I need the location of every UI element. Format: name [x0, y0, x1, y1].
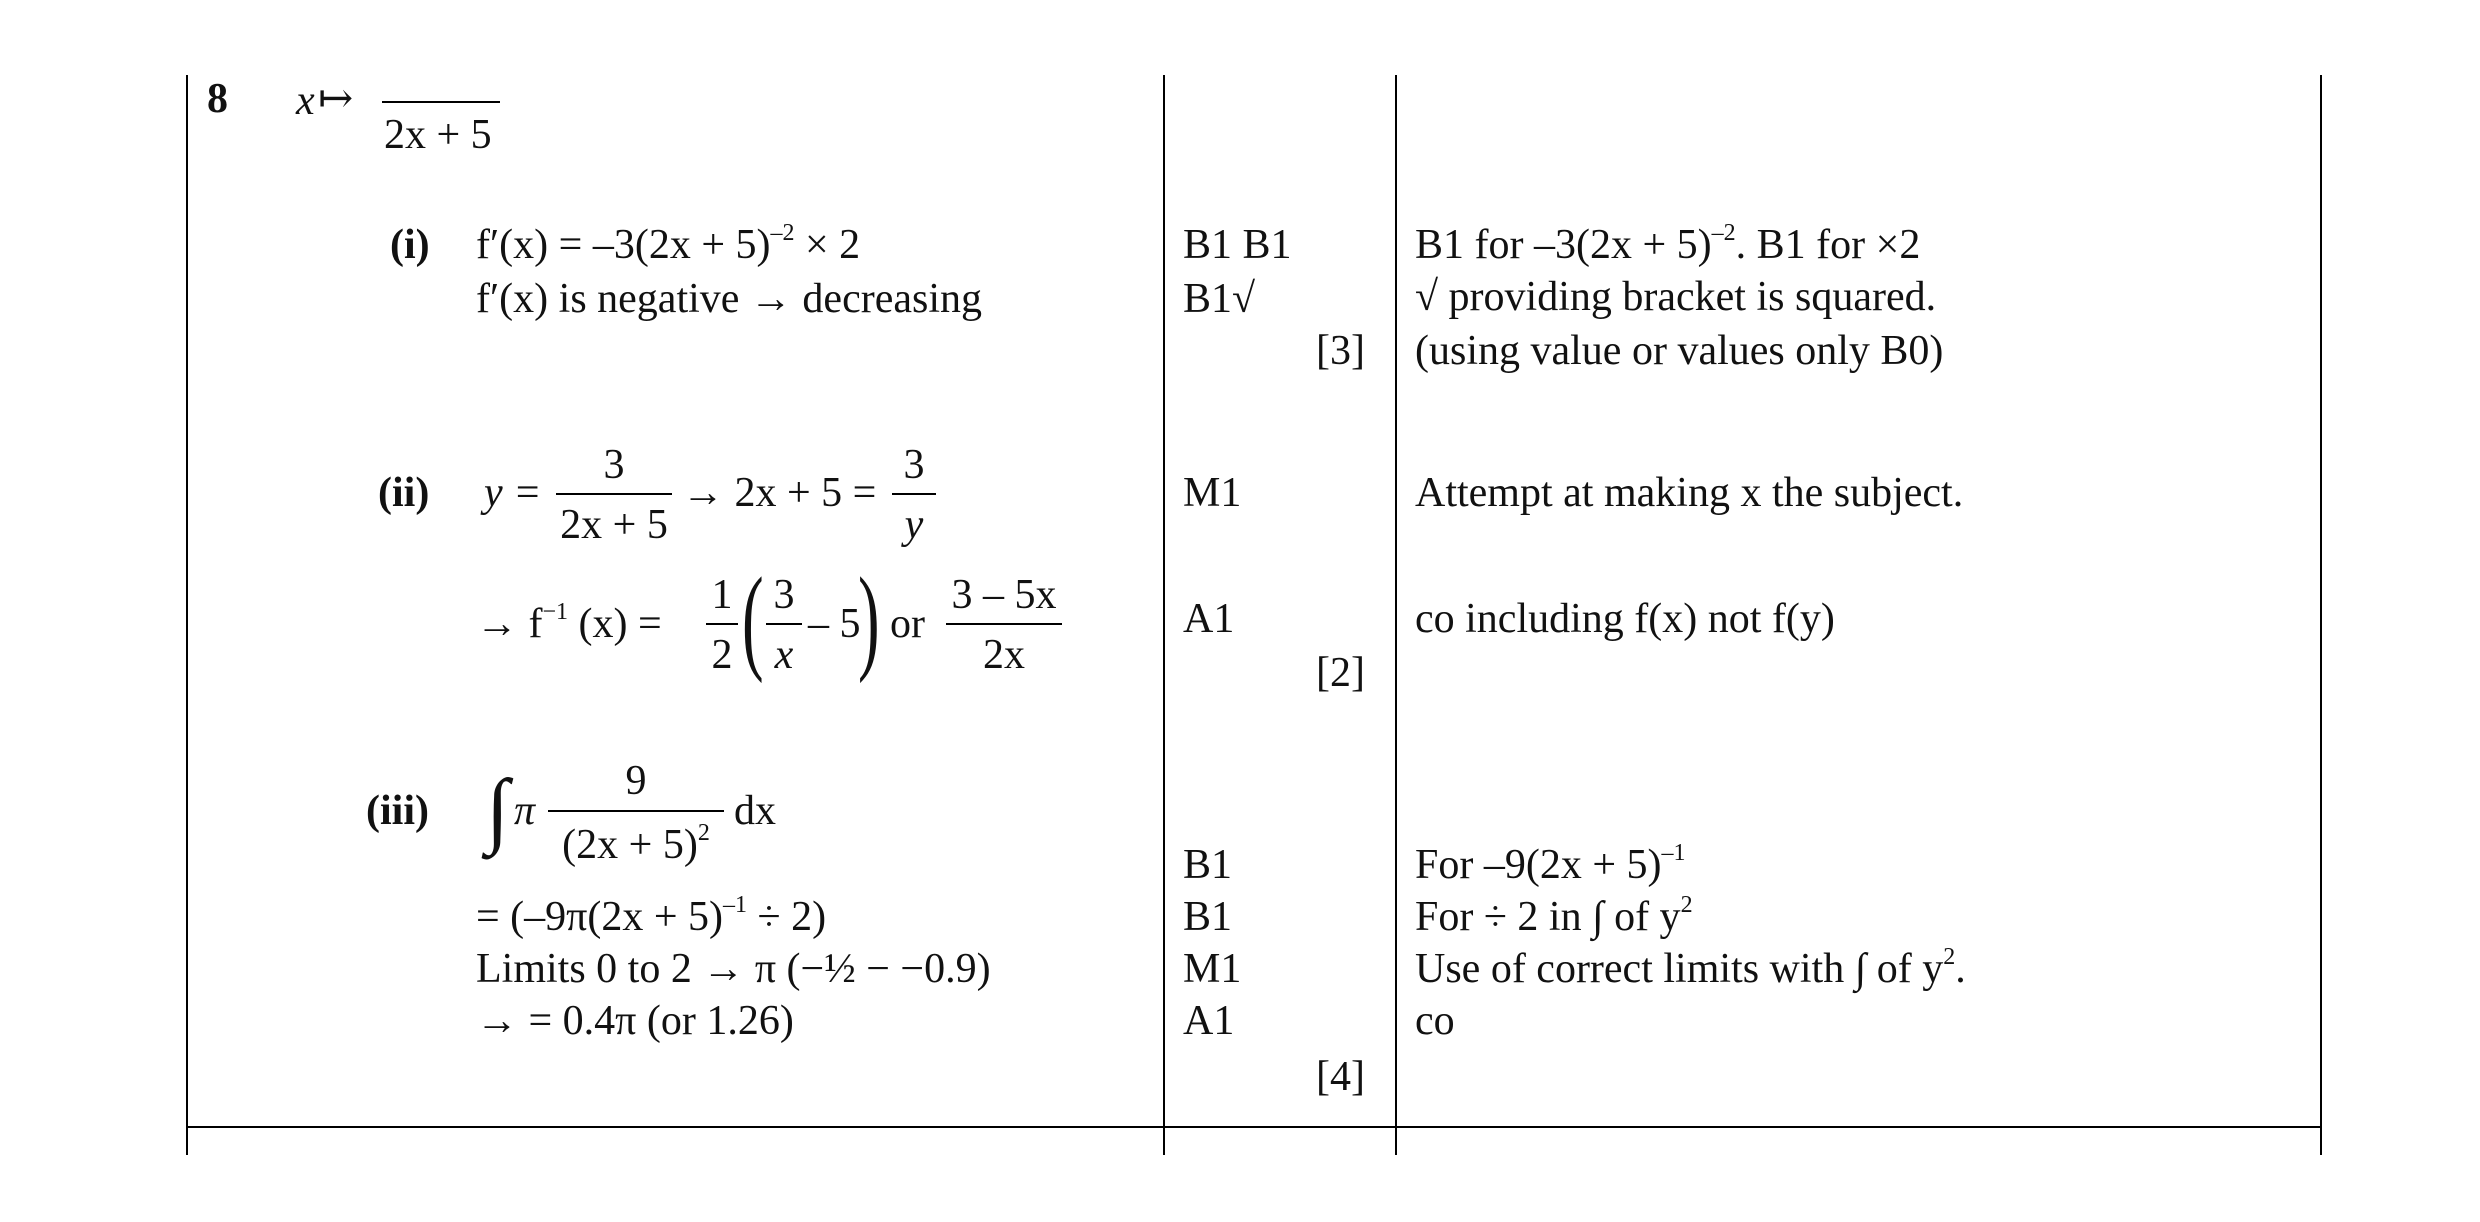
part-i-line2: f′(x) is negative → decreasing	[476, 276, 982, 322]
part-ii-guidance-2: co including f(x) not f(y)	[1415, 596, 1835, 642]
part-i-mark-2: B1√	[1183, 276, 1256, 322]
part-i-line1: $f'(x) = -3(2x + 5)^{-2} \times 2$	[476, 220, 861, 268]
part-ii-mark-2: A1	[1183, 596, 1235, 642]
part-i-label: (i)	[390, 222, 430, 268]
part-iii-line2: = $(-9\pi(2x + 5)^{-1} \div 2)$	[476, 892, 827, 940]
part-i-guidance-3: (using value or values only B0)	[1415, 328, 1944, 374]
part-iii-line4: → = 0.4π (or 1.26)	[476, 998, 794, 1044]
part-ii-inverse-lhs: → $f^{-1}$ (x) =	[476, 599, 662, 647]
left-paren: (	[742, 553, 764, 684]
part-ii-mark-1: M1	[1183, 470, 1242, 516]
part-iii-guidance-4: co	[1415, 998, 1455, 1044]
table-divider-guidance	[1395, 75, 1397, 1155]
part-iii-mark-4: A1	[1183, 998, 1235, 1044]
part-ii-half: 1 2	[706, 574, 738, 674]
integral-pi: π	[514, 788, 536, 834]
part-ii-label: (ii)	[378, 470, 430, 516]
part-iii-mark-2: B1	[1183, 894, 1233, 940]
question-number: 8	[207, 76, 228, 122]
part-ii-guidance-1: Attempt at making x the subject.	[1415, 470, 1964, 516]
part-ii-or: or	[890, 601, 925, 647]
part-ii-arrow-rearrange: → 2x + 5 =	[682, 470, 877, 516]
integral-fraction: 9 $(2x + 5)^2$	[548, 760, 724, 872]
mapping-fraction-bar	[382, 101, 500, 103]
part-iii-total: [4]	[1316, 1054, 1365, 1100]
part-i-total: [3]	[1316, 328, 1365, 374]
table-left-border	[186, 75, 188, 1155]
part-iii-guidance-2: For ÷ 2 in ∫ of $y^2$	[1415, 892, 1693, 940]
mapping-variable: x	[296, 78, 315, 124]
part-iii-label: (iii)	[366, 788, 429, 834]
part-iii-line3: Limits 0 to 2 → π (−½ − −0.9)	[476, 946, 991, 992]
part-ii-alt-fraction: 3 – 5x 2x	[946, 574, 1062, 674]
part-i-mark-1: B1 B1	[1183, 222, 1292, 268]
integral-sign: ∫	[486, 763, 510, 856]
part-i-guidance-1: B1 for $-3(2x + 5)^{-2}$. B1 for ×2	[1415, 220, 1921, 268]
part-iii-guidance-3: Use of correct limits with ∫ of $y^2$.	[1415, 944, 1966, 992]
mapping-arrow: ↦	[318, 76, 354, 122]
part-iii-mark-1: B1	[1183, 842, 1233, 888]
part-i-guidance-2: √ providing bracket is squared.	[1415, 274, 1937, 320]
part-iii-mark-3: M1	[1183, 946, 1242, 992]
mapping-denominator: 2x + 5	[384, 112, 492, 158]
part-ii-y-equals: y =	[484, 470, 542, 516]
part-ii-fraction-2: 3 y	[892, 444, 936, 544]
table-right-border	[2320, 75, 2322, 1155]
part-ii-minus-five: – 5	[808, 601, 861, 647]
part-ii-fraction-1: 3 2x + 5	[556, 444, 672, 544]
part-ii-three-over-x: 3 x	[766, 574, 802, 674]
part-ii-total: [2]	[1316, 650, 1365, 696]
table-divider-marks	[1163, 75, 1165, 1155]
integral-dx: dx	[734, 788, 776, 834]
part-iii-guidance-1: For $-9(2x + 5)^{-1}$	[1415, 840, 1686, 888]
right-paren: )	[858, 553, 880, 684]
table-bottom-border	[186, 1126, 2322, 1128]
